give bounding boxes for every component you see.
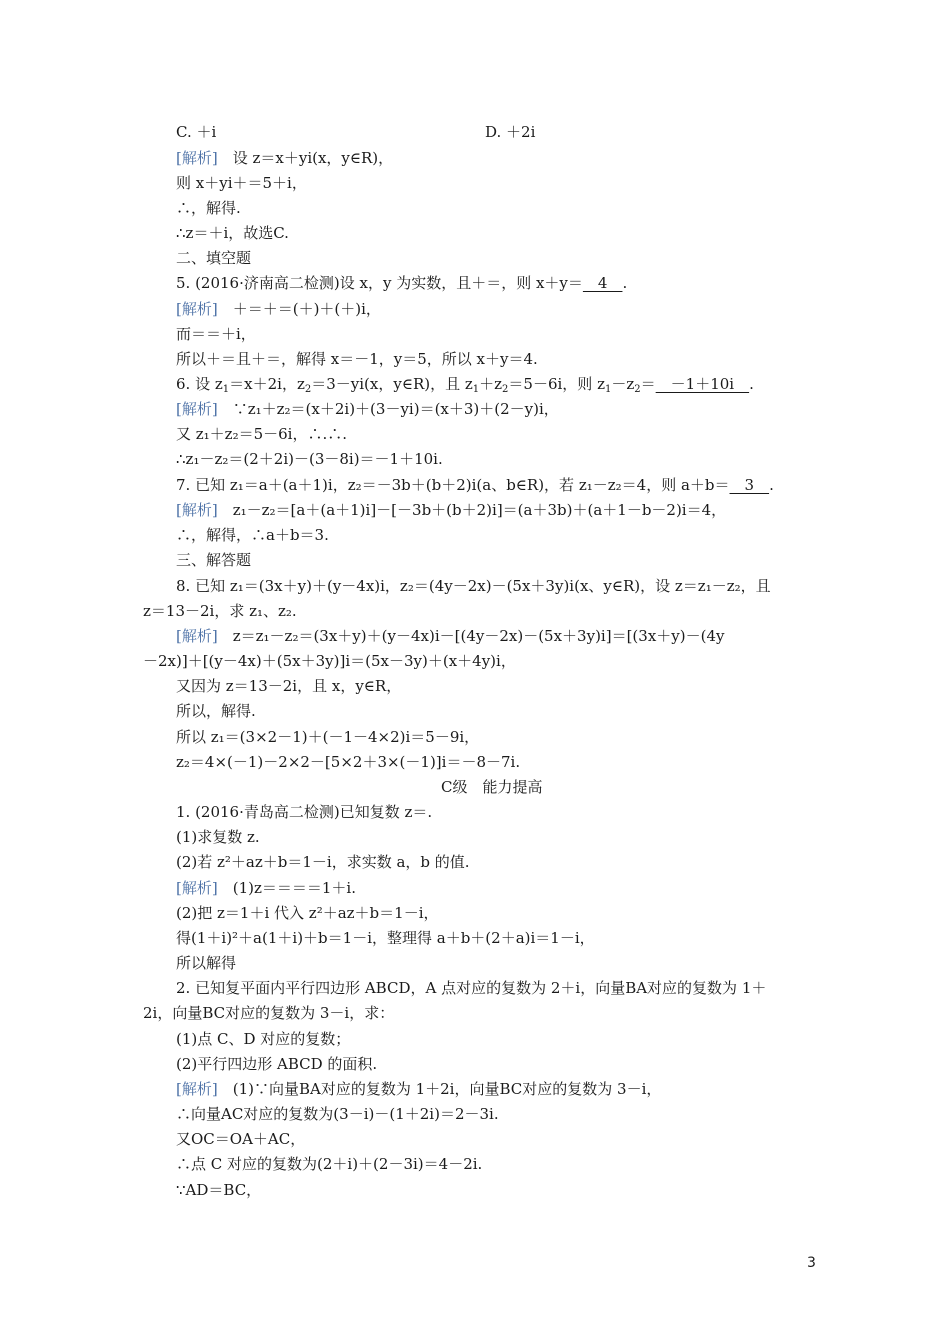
- choice-c: [176, 122, 216, 142]
- text-line: 得(1＋i)²＋a(1＋i)＋b＝1－i，整理得 a＋b＋(2＋a)i＝1－i，: [176, 929, 595, 947]
- analysis-tag: [解析]: [176, 149, 218, 167]
- subscript: 1: [604, 384, 612, 395]
- text-line: 所以 z₁＝(3×2－1)＋(－1－4×2)i＝5－9i，: [176, 728, 480, 746]
- text-line: 2i，向量BC对应的复数为 3－i，求：: [143, 1004, 395, 1022]
- level-heading: C级 能力提高: [441, 778, 543, 796]
- analysis-text: ＋＝＋＝(＋)＋(＋)i，: [217, 300, 381, 318]
- analysis-text: (1)∵向量BA对应的复数为 1＋2i，向量BC对应的复数为 3－i，: [217, 1080, 662, 1098]
- text-line: ∴z＝＋i，故选C.: [176, 224, 289, 242]
- punct: .: [622, 274, 628, 292]
- question-text: 7. 已知 z₁＝a＋(a＋1)i，z₂＝－3b＋(b＋2)i(a、b∈R)，若 z₁－z₂＝4，则 a＋b＝: [176, 476, 730, 494]
- question-text: 6. 设 z: [176, 375, 223, 393]
- text-line: z＝13－2i，求 z₁、z₂.: [143, 602, 297, 620]
- analysis-text: (1)z＝＝＝＝1＋i.: [217, 879, 356, 897]
- text-line: 所以解得: [176, 954, 237, 972]
- section-heading: 三、解答题: [176, 551, 252, 569]
- answer-blank: 4: [582, 274, 623, 292]
- subscript: 1: [222, 384, 230, 395]
- analysis-text: ∵z₁＋z₂＝(x＋2i)＋(3－yi)＝(x＋3)＋(2－y)i，: [217, 400, 559, 418]
- section-heading: 二、填空题: [176, 249, 252, 267]
- analysis-line: [176, 148, 393, 168]
- text-line: ∴z₁－z₂＝(2＋2i)－(3－8i)＝－1＋10i.: [176, 450, 443, 468]
- analysis-line: [176, 500, 726, 520]
- subscript: 2: [502, 384, 509, 395]
- question-8: 8. 已知 z₁＝(3x＋y)＋(y－4x)i，z₂＝(4y－2x)－(5x＋3y)i(x、y∈R)，设 z＝z₁－z₂，且: [176, 577, 771, 595]
- answer-blank: 3: [729, 476, 770, 494]
- analysis-tag: [解析]: [176, 627, 218, 645]
- punct: .: [749, 375, 754, 393]
- text-line: ∴，解得，∴a＋b＝3.: [176, 526, 329, 544]
- subscript: 2: [304, 384, 312, 395]
- question-text: ＝x＋2i，z: [229, 375, 305, 393]
- question-7: [176, 475, 774, 495]
- analysis-line: [176, 626, 724, 646]
- analysis-tag: [解析]: [176, 400, 218, 418]
- text-line: ∵AD＝BC，: [176, 1181, 262, 1199]
- analysis-line: [176, 399, 559, 419]
- text-line: －2x)]＋[(y－4x)＋(5x＋3y)]i＝(5x－3y)＋(x＋4y)i，: [143, 652, 516, 670]
- text-line: 所以＋＝且＋＝，解得 x＝－1，y＝5，所以 x＋y＝4.: [176, 350, 538, 368]
- text-line: 而＝＝＋i，: [176, 325, 256, 343]
- text-line: 又OC＝OA＋AC，: [176, 1130, 306, 1148]
- subscript: 2: [634, 384, 641, 395]
- question-c2: 2. 已知复平面内平行四边形 ABCD，A 点对应的复数为 2＋i，向量BA对应的复数为 1＋: [176, 979, 767, 997]
- analysis-text: z₁－z₂＝[a＋(a＋1)i]－[－3b＋(b＋2)i]＝(a＋3b)＋(a＋1－b－2)i＝4，: [217, 501, 727, 519]
- text-line: ∴，解得.: [176, 199, 241, 217]
- answer-blank: －1＋10i: [655, 375, 750, 393]
- question-text: 5. (2016·济南高二检测)设 x，y 为实数，且＋＝，则 x＋y＝: [176, 274, 583, 292]
- question-6: [176, 374, 754, 400]
- text-line: 则 x＋yi＋＝5＋i，: [176, 174, 307, 192]
- text-line: (2)把 z＝1＋i 代入 z²＋az＋b＝1－i，: [176, 904, 439, 922]
- subscript: 1: [472, 384, 480, 395]
- text-line: ∴点 C 对应的复数为(2＋i)＋(2－3i)＝4－2i.: [176, 1155, 483, 1173]
- text-line: (2)若 z²＋az＋b＝1－i，求实数 a，b 的值.: [176, 853, 470, 871]
- question-text: ＝: [640, 375, 656, 393]
- text-line: (1)点 C、D 对应的复数；: [176, 1030, 351, 1048]
- analysis-tag: [解析]: [176, 879, 218, 897]
- text-line: 所以，解得.: [176, 702, 256, 720]
- page-number: 3: [807, 1255, 816, 1271]
- punct: .: [769, 476, 774, 494]
- analysis-line: [176, 878, 356, 898]
- text-line: 又 z₁＋z₂＝5－6i，∴.∴.: [176, 425, 348, 443]
- text-line: 又因为 z＝13－2i，且 x，y∈R，: [176, 677, 402, 695]
- analysis-text: 设 z＝x＋yi(x，y∈R)，: [217, 149, 394, 167]
- question-c1: 1. (2016·青岛高二检测)已知复数 z＝.: [176, 803, 433, 821]
- question-5: [176, 273, 627, 293]
- analysis-line: [176, 1079, 661, 1099]
- choice-d: D. ＋2i: [485, 123, 536, 141]
- text-line: (2)平行四边形 ABCD 的面积.: [176, 1055, 378, 1073]
- analysis-tag: [解析]: [176, 501, 218, 519]
- analysis-tag: [解析]: [176, 1080, 218, 1098]
- question-text: －z: [611, 375, 635, 393]
- text-line: (1)求复数 z.: [176, 828, 260, 846]
- analysis-text: z＝z₁－z₂＝(3x＋y)＋(y－4x)i－[(4y－2x)－(5x＋3y)i]＝[(3x＋y)－(4y: [217, 627, 725, 645]
- question-text: ＝3－yi(x，y∈R)，且 z: [311, 375, 473, 393]
- text-line: z₂＝4×(－1)－2×2－[5×2＋3×(－1)]i＝－8－7i.: [176, 753, 521, 771]
- analysis-line: [176, 299, 381, 319]
- text-line: ∴向量AC对应的复数为(3－i)－(1＋2i)＝2－3i.: [176, 1105, 499, 1123]
- question-text: ＋z: [479, 375, 503, 393]
- analysis-tag: [解析]: [176, 300, 218, 318]
- question-text: ＝5－6i，则 z: [508, 375, 605, 393]
- choice-c-text: C. ＋i: [176, 123, 217, 141]
